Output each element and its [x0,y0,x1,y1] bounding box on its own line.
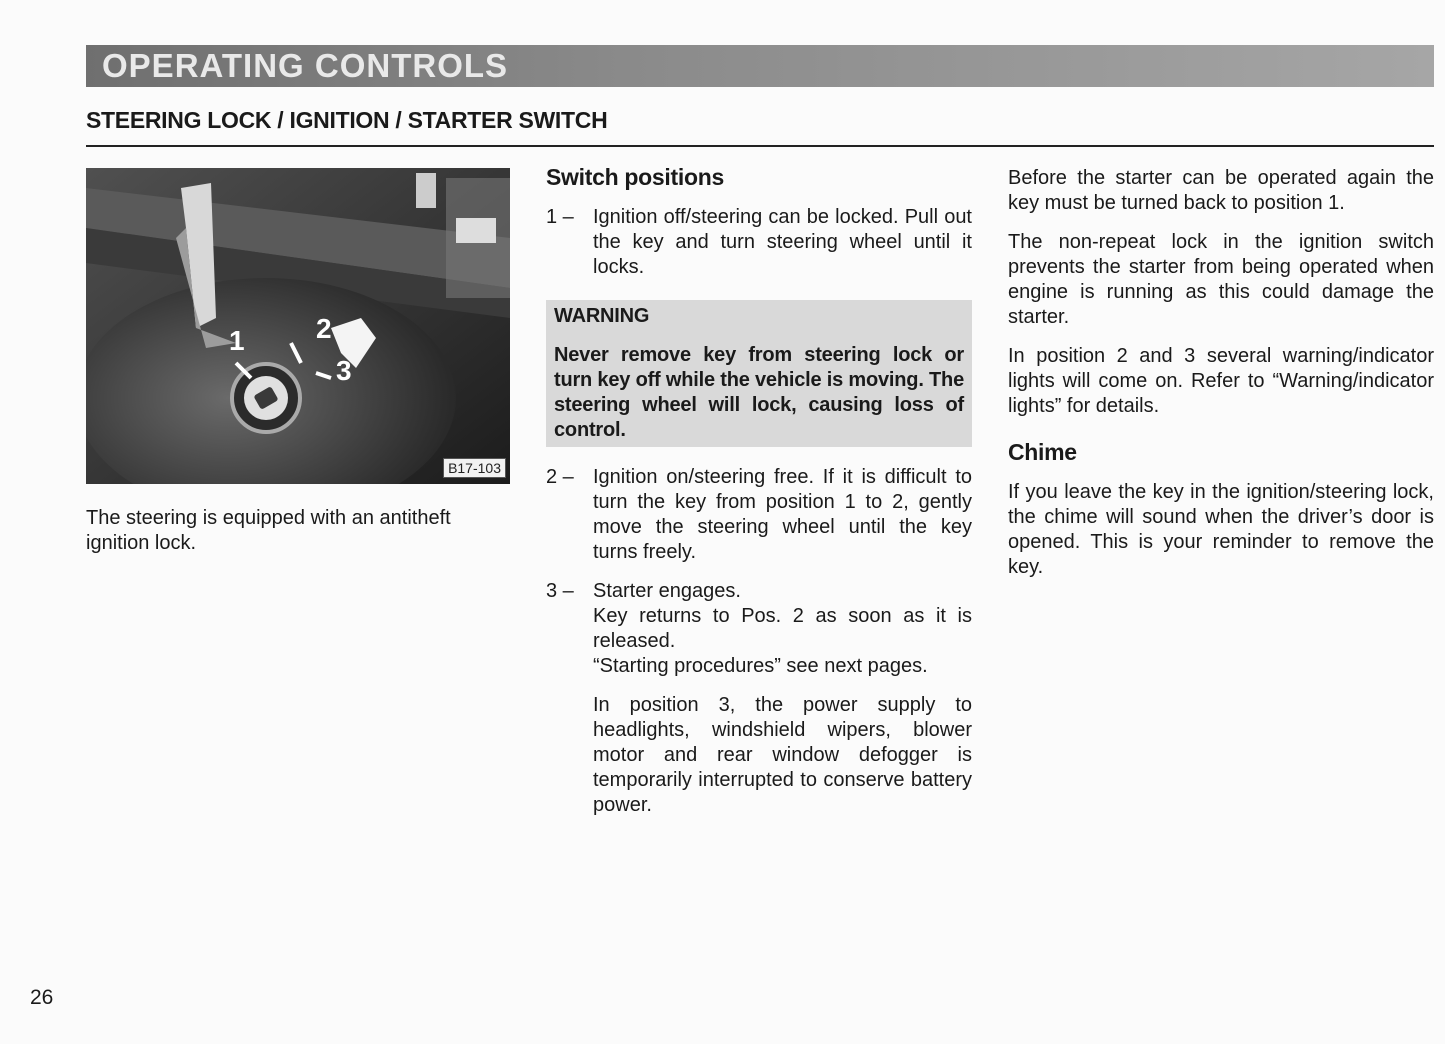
warning-box [546,300,972,447]
position-3-number: 3 – [546,580,574,602]
position-2-number: 2 – [546,466,574,488]
position-3-power-note: In position 3, the power supply to headlights, windshield wipers, blower motor and rear window defogger is temporarily interrupted to conserve battery power. [593,694,972,816]
position-1-text: Ignition off/steering can be locked. Pull out the key and turn steering wheel until it locks. [593,206,972,278]
page-title: STEERING LOCK / IGNITION / STARTER SWITCH [86,107,608,133]
chime-heading: Chime [1008,439,1077,465]
switch-positions-heading: Switch positions [546,164,724,190]
ignition-illustration-graphic [86,168,510,484]
non-repeat-lock-paragraph: The non-repeat lock in the ignition switch prevents the starter from being operated when engine is running as this could damage the starter. [1008,231,1434,328]
switch-positions-column [546,164,972,818]
banner-title: OPERATING CONTROLS [102,47,509,84]
position-2-item [546,465,972,565]
ignition-lock-illustration [86,168,510,484]
position-3-line1: Starter engages. [593,580,741,602]
position-3-line3: “Starting procedures” see next pages. [593,655,928,677]
warning-text: Never remove key from steering lock or turn key off while the vehicle is moving. The steering wheel will lock, causing loss of control. [554,344,964,441]
position-2-label: 2 [316,313,332,344]
indicator-lights-paragraph: In position 2 and 3 several warning/indicator lights will come on. Refer to “Warning/indicator lights” for details. [1008,345,1434,417]
position-1-item [546,205,972,280]
position-3-label: 3 [336,355,352,386]
figure-code: B17-103 [443,458,506,478]
position-3-line2: Key returns to Pos. 2 as soon as it is released. [593,605,972,652]
page-number: 26 [30,986,54,1009]
position-2-text: Ignition on/steering free. If it is difficult to turn the key from position 1 to 2, gently move the steering wheel until the key turns freely. [593,466,972,563]
title-rule [86,145,1434,147]
position-1-number: 1 – [546,206,574,228]
starter-reset-paragraph: Before the starter can be operated again the key must be turned back to position 1. [1008,167,1434,214]
chime-paragraph: If you leave the key in the ignition/steering lock, the chime will sound when the driver’s door is opened. This is your reminder to remove the key. [1008,481,1434,578]
right-column [1008,166,1434,594]
position-3-item [546,579,972,818]
warning-title: WARNING [554,305,650,327]
section-banner [86,45,1434,87]
position-1-label: 1 [229,325,245,356]
figure-caption: The steering is equipped with an antitheft ignition lock. [86,507,451,554]
